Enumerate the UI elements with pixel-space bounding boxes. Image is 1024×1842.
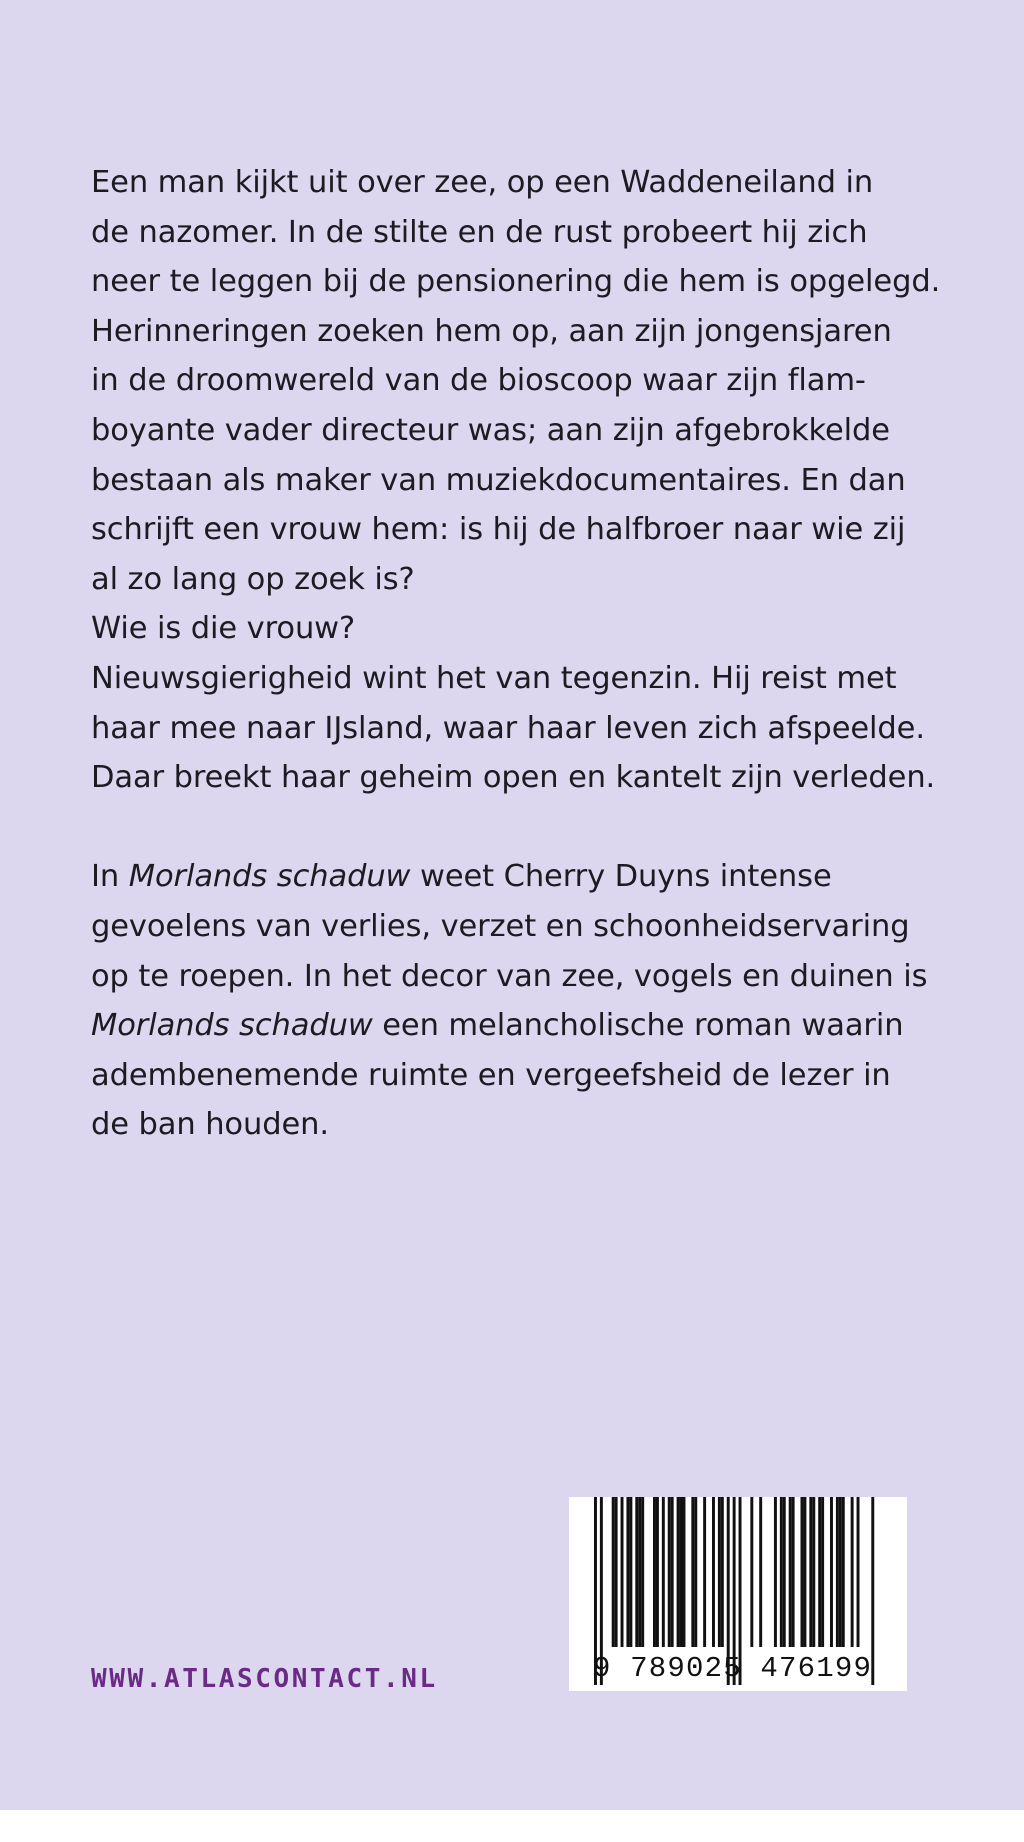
blurb-line: Herinneringen zoeken hem op, aan zijn jongensjaren	[91, 313, 892, 349]
barcode-bar	[718, 1497, 721, 1647]
blurb-line: de ban houden.	[91, 1107, 329, 1143]
barcode-bar	[668, 1497, 671, 1647]
barcode-bar	[638, 1497, 641, 1647]
barcode-bar	[653, 1497, 656, 1647]
blurb-line: in de droomwereld van de bioscoop waar zijn flam-	[91, 363, 866, 399]
book-title-italic: Morlands schaduw	[91, 1008, 373, 1044]
barcode-bar	[774, 1497, 777, 1647]
barcode-bar	[783, 1497, 786, 1647]
publisher-website[interactable]: WWW.ATLASCONTACT.NL	[91, 1664, 438, 1694]
blurb-text-segment: In	[91, 859, 129, 895]
blurb-line: bestaan als maker van muziekdocumentaires. En dan	[91, 462, 906, 498]
barcode-bar	[750, 1497, 753, 1647]
blurb-line	[91, 1001, 991, 1051]
barcode-bar	[641, 1497, 644, 1647]
blurb-text-segment: een melancholische roman waarin	[372, 1008, 904, 1044]
barcode-bar	[677, 1497, 680, 1647]
barcode-bar	[656, 1497, 659, 1647]
barcode-bar	[836, 1497, 839, 1647]
barcode-bar	[789, 1497, 792, 1647]
barcode-bar	[857, 1497, 860, 1647]
blurb-line: al zo lang op zoek is?	[91, 561, 415, 597]
barcode-bar	[635, 1497, 638, 1647]
isbn-number: 9 789025 476199	[593, 1652, 873, 1685]
barcode-bar	[839, 1497, 842, 1647]
blurb-line: adembenemende ruimte en vergeefsheid de lezer in	[91, 1057, 891, 1093]
paragraph-spacer	[91, 803, 991, 853]
barcode-bar	[842, 1497, 845, 1647]
barcode-bar	[683, 1497, 686, 1647]
isbn-barcode	[569, 1497, 907, 1691]
barcode-bar	[792, 1497, 795, 1647]
barcode-bar	[662, 1497, 665, 1647]
barcode-bar	[712, 1497, 715, 1647]
blurb-line	[91, 852, 991, 902]
book-title-italic: Morlands schaduw	[128, 859, 411, 895]
barcode-bar	[612, 1497, 615, 1647]
blurb-line: boyante vader directeur was; aan zijn afgebrokkelde	[91, 412, 890, 448]
barcode-bar	[721, 1497, 724, 1647]
barcode-bar	[671, 1497, 674, 1647]
barcode-bar	[703, 1497, 706, 1647]
barcode-bar	[615, 1497, 618, 1647]
barcode-bar	[626, 1497, 629, 1647]
barcode-bar	[830, 1497, 833, 1647]
barcode-bar	[621, 1497, 624, 1647]
barcode-bar	[851, 1497, 854, 1647]
blurb-line: Een man kijkt uit over zee, op een Waddeneiland in	[91, 165, 874, 200]
blurb-line: haar mee naar IJsland, waar haar leven zich afspeelde.	[91, 710, 925, 746]
blurb-line: op te roepen. In het decor van zee, vogels en duinen is	[91, 958, 928, 994]
barcode-bar	[780, 1497, 783, 1647]
barcode-bar	[818, 1497, 821, 1647]
blurb-line: schrijft een vrouw hem: is hij de halfbroer naar wie zij	[91, 512, 906, 548]
blurb-text	[91, 158, 991, 1150]
barcode-bar	[821, 1497, 824, 1647]
barcode-bar	[803, 1497, 806, 1647]
barcode-bar	[680, 1497, 683, 1647]
blurb-line: gevoelens van verlies, verzet en schoonheidservaring	[91, 908, 910, 944]
barcode-bar	[694, 1497, 697, 1647]
barcode-bar	[759, 1497, 762, 1647]
blurb-line: Wie is die vrouw?	[91, 611, 356, 647]
barcode-bar	[629, 1497, 632, 1647]
barcode-bar	[801, 1497, 804, 1647]
blurb-line: de nazomer. In de stilte en de rust probeert hij zich	[91, 214, 868, 250]
blurb-line: Daar breekt haar geheim open en kantelt zijn verleden.	[91, 760, 936, 796]
blurb-line: Nieuwsgierigheid wint het van tegenzin. Hij reist met	[91, 660, 897, 696]
barcode-bar	[691, 1497, 694, 1647]
blurb-line: neer te leggen bij de pensionering die hem is opgelegd.	[91, 264, 941, 300]
barcode-bar	[809, 1497, 812, 1647]
blurb-text-segment: weet Cherry Duyns intense	[410, 859, 832, 895]
barcode-bar	[812, 1497, 815, 1647]
